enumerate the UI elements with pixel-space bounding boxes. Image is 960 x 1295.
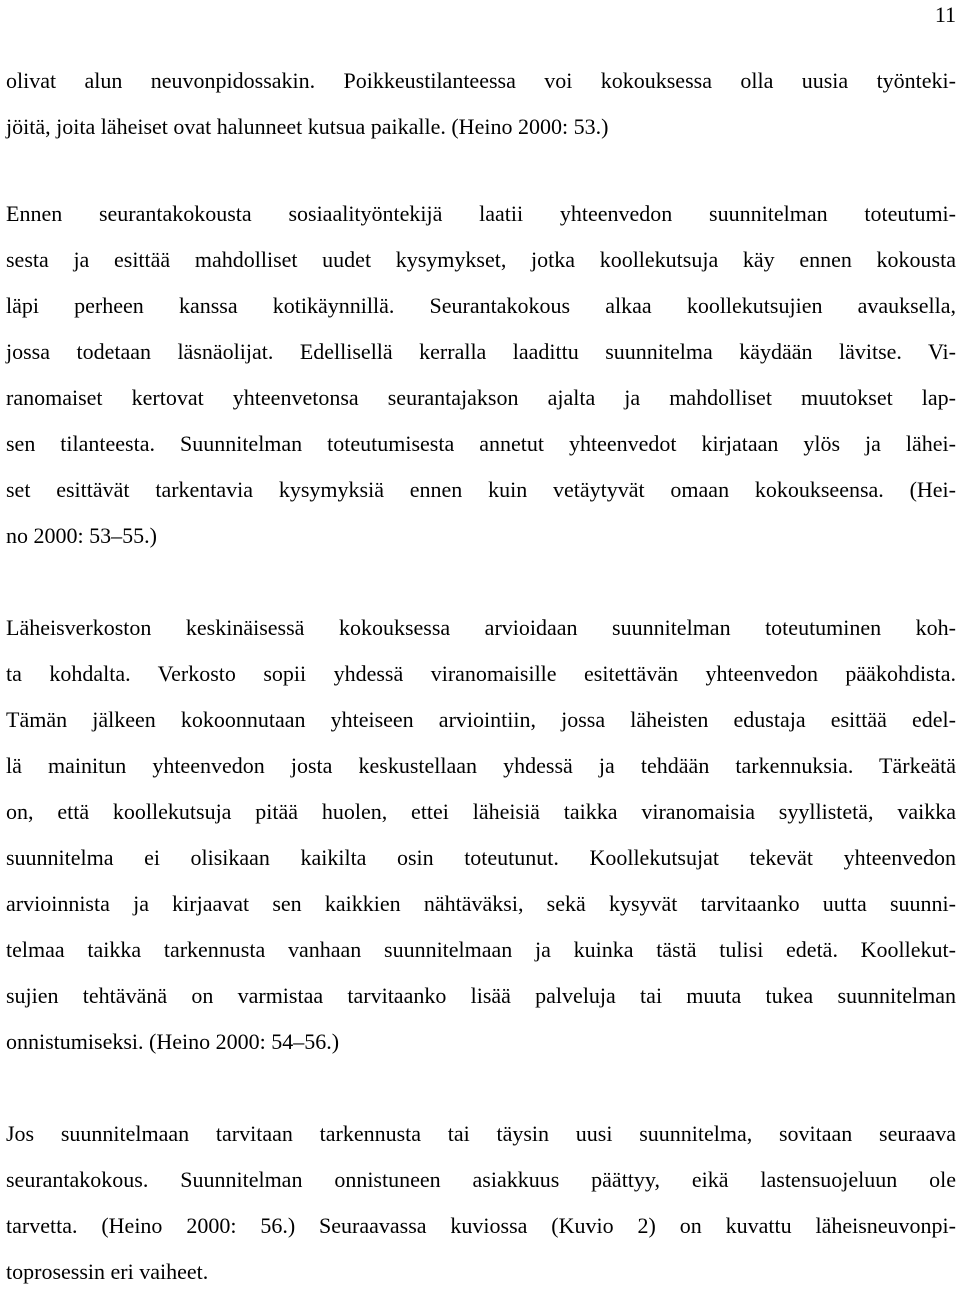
- text-line: jossa todetaan läsnäolijat. Edellisellä kerralla laadittu suunnitelma käydään lävitse. Vi-: [6, 339, 956, 364]
- text-line: on, että koollekutsuja pitää huolen, ettei läheisiä taikka viranomaisia syyllistetä, vaikka: [6, 799, 956, 824]
- text-line: ranomaiset kertovat yhteenvetonsa seurantajakson ajalta ja mahdolliset muutokset lap-: [6, 385, 956, 410]
- text-line: sen tilanteesta. Suunnitelman toteutumisesta annetut yhteenvedot kirjataan ylös ja lähei-: [6, 431, 956, 456]
- text-line: suunnitelma ei olisikaan kaikilta osin toteutunut. Koollekutsujat tekevät yhteenvedon: [6, 845, 956, 870]
- text-line: arvioinnista ja kirjaavat sen kaikkien nähtäväksi, sekä kysyvät tarvitaanko uutta suunni-: [6, 891, 956, 916]
- text-line: no 2000: 53–55.): [6, 523, 157, 548]
- page-number: 11: [934, 2, 956, 27]
- text-line: sesta ja esittää mahdolliset uudet kysymykset, jotka koollekutsuja käy ennen kokousta: [6, 247, 956, 272]
- paragraph-1: [6, 58, 956, 150]
- text-line: sujien tehtävänä on varmistaa tarvitaanko lisää palveluja tai muuta tukea suunnitelman: [6, 983, 956, 1008]
- text-line: Jos suunnitelmaan tarvitaan tarkennusta tai täysin uusi suunnitelma, sovitaan seuraava: [6, 1121, 956, 1146]
- text-line: läpi perheen kanssa kotikäynnillä. Seurantakokous alkaa koollekutsujien avauksella,: [6, 293, 956, 318]
- text-line: jöitä, joita läheiset ovat halunneet kutsua paikalle. (Heino 2000: 53.): [6, 114, 609, 139]
- paragraph-4: [6, 1111, 956, 1295]
- text-line: toprosessin eri vaiheet.: [6, 1259, 209, 1284]
- text-line: tarvetta. (Heino 2000: 56.) Seuraavassa kuviossa (Kuvio 2) on kuvattu läheisneuvonpi-: [6, 1213, 956, 1238]
- text-line: Ennen seurantakokousta sosiaalityöntekijä laatii yhteenvedon suunnitelman toteutumi-: [6, 201, 956, 226]
- text-line: onnistumiseksi. (Heino 2000: 54–56.): [6, 1029, 340, 1054]
- text-line: ta kohdalta. Verkosto sopii yhdessä viranomaisille esitettävän yhteenvedon pääkohdista.: [6, 661, 956, 686]
- text-line: seurantakokous. Suunnitelman onnistuneen asiakkuus päättyy, eikä lastensuojeluun ole: [6, 1167, 956, 1192]
- text-line: Läheisverkoston keskinäisessä kokouksessa arvioidaan suunnitelman toteutuminen koh-: [6, 615, 956, 640]
- text-line: telmaa taikka tarkennusta vanhaan suunnitelmaan ja kuinka tästä tulisi edetä. Koollekut-: [6, 937, 956, 962]
- paragraph-3: [6, 605, 956, 1065]
- text-line: lä mainitun yhteenvedon josta keskustellaan yhdessä ja tehdään tarkennuksia. Tärkeätä: [6, 753, 956, 778]
- text-line: Tämän jälkeen kokoonnutaan yhteiseen arviointiin, jossa läheisten edustaja esittää edel-: [6, 707, 956, 732]
- text-line: olivat alun neuvonpidossakin. Poikkeustilanteessa voi kokouksessa olla uusia työnteki-: [6, 68, 956, 93]
- text-line: set esittävät tarkentavia kysymyksiä ennen kuin vetäytyvät omaan kokoukseensa. (Hei-: [6, 477, 956, 502]
- paragraph-2: [6, 191, 956, 559]
